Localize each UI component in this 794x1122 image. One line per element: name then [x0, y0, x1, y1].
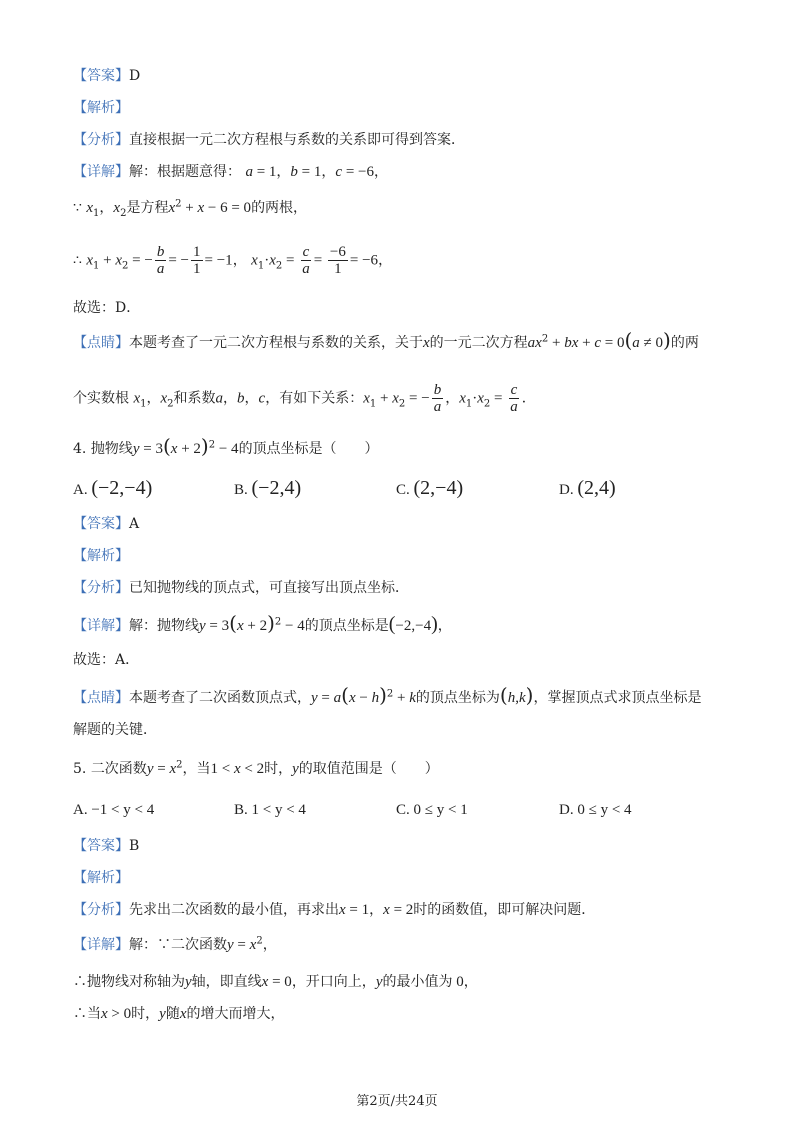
- q3-dianjing-a: 本题考查了一元二次方程根与系数的关系，关于: [129, 335, 423, 351]
- q5-line-c: ，开口向上，: [291, 974, 376, 990]
- q4-option-c-label: C.: [396, 482, 410, 498]
- q5-line-f: 时，: [131, 1006, 160, 1022]
- fenxi-tag: 【分析】: [73, 132, 129, 148]
- q5-option-a-label: A.: [73, 802, 88, 818]
- q3-dianjing-e: 和系数: [173, 390, 216, 407]
- q5-stem-b: ，当: [182, 761, 211, 777]
- q4-dianjing-b: 的顶点坐标为: [415, 690, 500, 706]
- q5-line-b: 轴，即直线: [191, 974, 262, 990]
- fenxi-tag: 【分析】: [73, 902, 129, 918]
- q4-option-b-value: (−2,4): [251, 477, 302, 499]
- q5-xiangjie-line: 【详解】解：∵二次函数$y = x^2$，: [73, 935, 277, 953]
- q3-because: 是方程: [126, 200, 169, 216]
- q5-option-b[interactable]: [234, 800, 306, 820]
- q4-xiangjie-b: 的顶点坐标是: [304, 618, 389, 634]
- q4-dianjing-a: 本题考查了二次函数顶点式，: [129, 690, 311, 706]
- q5-stem: 5. 二次函数$y = x^2$，当1 < x < 2时，y的取值范围是（ ）: [73, 759, 439, 777]
- q5-number: 5.: [73, 761, 87, 777]
- q3-fenxi-line: [73, 130, 465, 150]
- q5-option-d-value: 0 ≤ y < 4: [577, 802, 632, 818]
- q5-stem-a: 二次函数: [90, 761, 147, 777]
- q3-dianjing-b: 的一元二次方程: [429, 335, 528, 351]
- analysis-tag: 【解析】: [73, 548, 129, 564]
- q5-option-c-value: 0 ≤ y < 1: [413, 802, 468, 818]
- q5-option-c[interactable]: [396, 800, 468, 820]
- fenxi-tag: 【分析】: [73, 580, 129, 596]
- q4-stem-b: 的顶点坐标是（ ）: [238, 441, 379, 457]
- q4-number: 4.: [73, 441, 87, 457]
- q5-answer: B: [129, 838, 140, 854]
- q5-option-a[interactable]: [73, 800, 154, 820]
- q5-option-c-label: C.: [396, 802, 410, 818]
- q4-option-d-value: (2,4): [577, 477, 616, 499]
- q5-line-g: 随: [165, 1006, 180, 1022]
- q4-dianjing-line2: 解题的关键．: [73, 722, 157, 738]
- analysis-tag: 【解析】: [73, 100, 129, 116]
- q3-dianjing-line2: 个实数根 $x_1$，$x_2$和系数a，b，c，有如下关系：$x_1 + x_2$ = − $\frac{b}{a}$ ，$x_1\cdot x_2$ = $\frac{c}{a}$ ．: [73, 382, 536, 415]
- q4-xiangjie-a: 解：抛物线: [129, 618, 199, 634]
- q4-stem: 4. 抛物线$y = 3(x + 2)^2 - 4$的顶点坐标是（ ）: [73, 434, 379, 458]
- q5-line-h: 的增大而增大，: [186, 1006, 285, 1022]
- q3-answer: D: [129, 68, 141, 84]
- q3-xiangjie-line: 【详解】解：根据题意得： a = 1，b = 1，c = −6，: [73, 164, 388, 180]
- q5-stem-d: 的取值范围是（ ）: [298, 761, 439, 777]
- q5-option-d[interactable]: [559, 800, 632, 820]
- q4-option-a-label: A.: [73, 482, 88, 498]
- q4-dianjing-line1: 【点睛】本题考查了二次函数顶点式，$y = a(x - h)^2 + k$的顶点坐标为(h,k)，掌握顶点式求顶点坐标是: [73, 683, 702, 707]
- q4-option-a-value: (−2,−4): [91, 477, 153, 499]
- q3-conclusion: 故选：D．: [73, 300, 141, 316]
- q5-answer-line: [73, 836, 139, 856]
- q3-dianjing-line1: 【点睛】本题考查了一元二次方程根与系数的关系，关于x的一元二次方程$ax^2$ + bx + c = 0(a ≠ 0)的两: [73, 328, 699, 352]
- q3-analysis-line: [73, 98, 129, 118]
- q5-line-d: 的最小值为: [382, 974, 453, 990]
- xiangjie-tag: 【详解】: [73, 937, 129, 953]
- q3-dianjing-c: 的两: [670, 335, 699, 351]
- q5-line-increase: ∴当x > 0时，y随x的增大而增大，: [73, 1006, 285, 1022]
- q5-line-axis: ∴抛物线对称轴为y轴，即直线x = 0，开口向上，y的最小值为 0，: [73, 974, 478, 990]
- q4-option-b-label: B.: [234, 482, 248, 498]
- q4-option-d[interactable]: [559, 478, 616, 500]
- q5-fenxi-line: 【分析】先求出二次函数的最小值，再求出x = 1，x = 2时的函数值，即可解决问题．: [73, 902, 596, 918]
- q3-dianjing-f: ，有如下关系：: [265, 390, 364, 407]
- q5-line-a: ∴抛物线对称轴为: [73, 974, 185, 990]
- q4-option-d-label: D.: [559, 482, 574, 498]
- q3-dianjing-d: 个实数根: [73, 390, 129, 407]
- q5-option-a-value: −1 < y < 4: [91, 802, 155, 818]
- answer-tag: 【答案】: [73, 68, 129, 84]
- q4-option-c-value: (2,−4): [413, 477, 464, 499]
- q4-xiangjie-line: 【详解】解：抛物线$y = 3(x + 2)^2 - 4$的顶点坐标是(−2,−4)，: [73, 611, 452, 635]
- q3-xiangjie-start: 解：根据题意得：: [129, 164, 241, 180]
- q4-dianjing-c: ，掌握顶点式求顶点坐标是: [533, 690, 702, 706]
- q5-analysis-line: [73, 868, 129, 888]
- q3-because-line: ∵ $x_1$，$x_2$是方程$x^2 + x - 6 = 0$的两根，: [73, 198, 308, 219]
- q4-option-a[interactable]: [73, 478, 152, 500]
- q5-option-b-value: 1 < y < 4: [251, 802, 306, 818]
- q4-answer: A: [129, 516, 140, 532]
- page-footer: 第2页/共24页: [356, 1094, 438, 1109]
- q3-fenxi: 直接根据一元二次方程根与系数的关系即可得到答案．: [129, 132, 465, 148]
- q5-line-e: ∴当: [73, 1006, 101, 1022]
- dianjing-tag: 【点睛】: [73, 335, 129, 351]
- q3-because-end: 的两根，: [251, 200, 308, 216]
- q4-option-b[interactable]: [234, 478, 301, 500]
- answer-tag: 【答案】: [73, 838, 129, 854]
- dianjing-tag: 【点睛】: [73, 690, 129, 706]
- q4-stem-a: 抛物线: [90, 441, 133, 457]
- q5-stem-c: 时，: [264, 761, 293, 777]
- xiangjie-tag: 【详解】: [73, 618, 129, 634]
- analysis-tag: 【解析】: [73, 870, 129, 886]
- q4-conclusion: 故选：A．: [73, 652, 140, 668]
- q4-fenxi: 已知抛物线的顶点式，可直接写出顶点坐标．: [129, 580, 409, 596]
- q4-option-c[interactable]: [396, 478, 463, 500]
- q5-fenxi-a: 先求出二次函数的最小值，再求出: [129, 902, 339, 918]
- q4-fenxi-line: [73, 578, 409, 598]
- q4-analysis-line: [73, 546, 129, 566]
- q5-option-b-label: B.: [234, 802, 248, 818]
- q4-answer-line: [73, 514, 139, 534]
- xiangjie-tag: 【详解】: [73, 164, 129, 180]
- q5-option-d-label: D.: [559, 802, 574, 818]
- q3-vieta-line: ∴ $x_1 + x_2$ = − $\frac{b}{a}$ = − $\frac{1}{1}$ = −1， $x_1\cdot x_2$ = $\frac{c}{a}$ = $\frac{-6}{1}$ = −6，: [73, 244, 393, 277]
- answer-tag: 【答案】: [73, 516, 129, 532]
- q5-xiangjie: 解：∵二次函数: [129, 937, 227, 953]
- q3-answer-line: [73, 66, 140, 86]
- q5-fenxi-b: 时的函数值，即可解决问题．: [413, 902, 596, 918]
